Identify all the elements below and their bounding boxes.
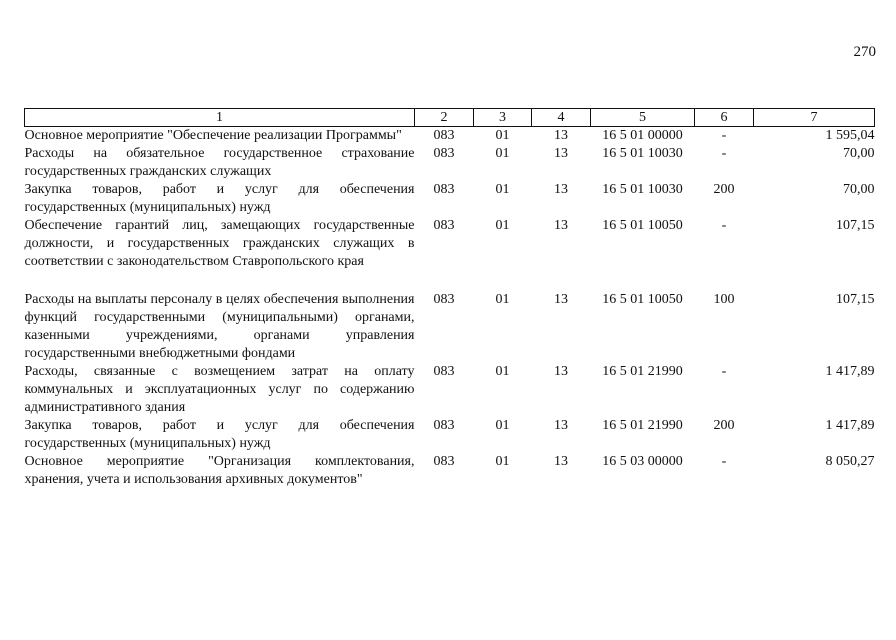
row-name: Расходы на выплаты персоналу в целях обеспечения выполнения функций государственными (муниципальными) органами, казенными учреждениями, органами управления государственными внебюджетными фондами	[24, 292, 415, 361]
row-name: Основное мероприятие "Обеспечение реализации Программы"	[24, 128, 402, 143]
row-rz: 01	[495, 182, 510, 197]
row-pr: 13	[554, 146, 568, 161]
row-vr: 200	[713, 418, 735, 433]
row-csr: 16 5 03 00000	[602, 454, 683, 469]
row-csr: 16 5 01 10050	[602, 292, 683, 307]
row-pr: 13	[554, 418, 568, 433]
row-ved: 083	[433, 418, 455, 433]
row-rz: 01	[495, 454, 510, 469]
row-pr: 13	[554, 292, 568, 307]
row-csr: 16 5 01 10030	[602, 146, 683, 161]
row-name: Основное мероприятие "Организация комплектования, хранения, учета и использования архивных документов"	[24, 454, 415, 487]
table-row	[25, 145, 875, 181]
row-vr: -	[721, 454, 727, 469]
row-rz: 01	[495, 218, 510, 233]
row-csr: 16 5 01 21990	[602, 418, 683, 433]
col-header-4: 4	[532, 109, 591, 127]
page-number: 270	[853, 44, 876, 60]
row-ved: 083	[433, 128, 455, 143]
row-ved: 083	[433, 454, 455, 469]
table-row	[25, 217, 875, 271]
row-sum: 70,00	[843, 146, 875, 161]
table-row	[25, 417, 875, 453]
budget-table	[24, 108, 875, 489]
row-rz: 01	[495, 146, 510, 161]
row-vr: -	[721, 146, 727, 161]
table-row	[25, 363, 875, 417]
row-sum: 107,15	[836, 218, 875, 233]
row-csr: 16 5 01 10050	[602, 218, 683, 233]
row-name: Закупка товаров, работ и услуг для обеспечения государственных (муниципальных) нужд	[24, 182, 415, 215]
col-header-2: 2	[415, 109, 474, 127]
row-name: Обеспечение гарантий лиц, замещающих государственные должности, и государственных гражданских служащих в соответствии с законодательством Ставропольского края	[24, 218, 415, 269]
spacer-cell	[25, 271, 875, 291]
row-name: Расходы, связанные с возмещением затрат на оплату коммунальных и эксплуатационных услуг по содержанию административного здания	[24, 364, 415, 415]
col-header-7: 7	[754, 109, 875, 127]
row-sum: 1 595,04	[825, 128, 875, 143]
row-rz: 01	[495, 364, 510, 379]
row-pr: 13	[554, 218, 568, 233]
row-ved: 083	[433, 364, 455, 379]
row-ved: 083	[433, 146, 455, 161]
row-name: Расходы на обязательное государственное страхование государственных гражданских служащих	[24, 146, 415, 179]
row-rz: 01	[495, 292, 510, 307]
row-rz: 01	[495, 128, 510, 143]
row-csr: 16 5 01 21990	[602, 364, 683, 379]
row-pr: 13	[554, 128, 568, 143]
row-csr: 16 5 01 00000	[602, 128, 683, 143]
col-header-1: 1	[25, 109, 415, 127]
row-ved: 083	[433, 218, 455, 233]
table-row	[25, 291, 875, 363]
header-row	[25, 109, 875, 127]
row-vr: 100	[713, 292, 735, 307]
row-ved: 083	[433, 292, 455, 307]
row-pr: 13	[554, 364, 568, 379]
row-vr: -	[721, 218, 727, 233]
row-sum: 1 417,89	[825, 364, 875, 379]
row-sum: 8 050,27	[825, 454, 875, 469]
table-row	[25, 181, 875, 217]
table-row	[25, 127, 875, 146]
col-header-3: 3	[474, 109, 532, 127]
table-row	[25, 453, 875, 489]
row-vr: -	[721, 364, 727, 379]
row-vr: 200	[713, 182, 735, 197]
col-header-6: 6	[695, 109, 754, 127]
row-rz: 01	[495, 418, 510, 433]
row-vr: -	[721, 128, 727, 143]
row-name: Закупка товаров, работ и услуг для обеспечения государственных (муниципальных) нужд	[24, 418, 415, 451]
col-header-5: 5	[591, 109, 695, 127]
row-sum: 107,15	[836, 292, 875, 307]
row-sum: 70,00	[843, 182, 875, 197]
row-ved: 083	[433, 182, 455, 197]
row-csr: 16 5 01 10030	[602, 182, 683, 197]
row-pr: 13	[554, 454, 568, 469]
spacer-row	[25, 271, 875, 291]
row-pr: 13	[554, 182, 568, 197]
row-sum: 1 417,89	[825, 418, 875, 433]
